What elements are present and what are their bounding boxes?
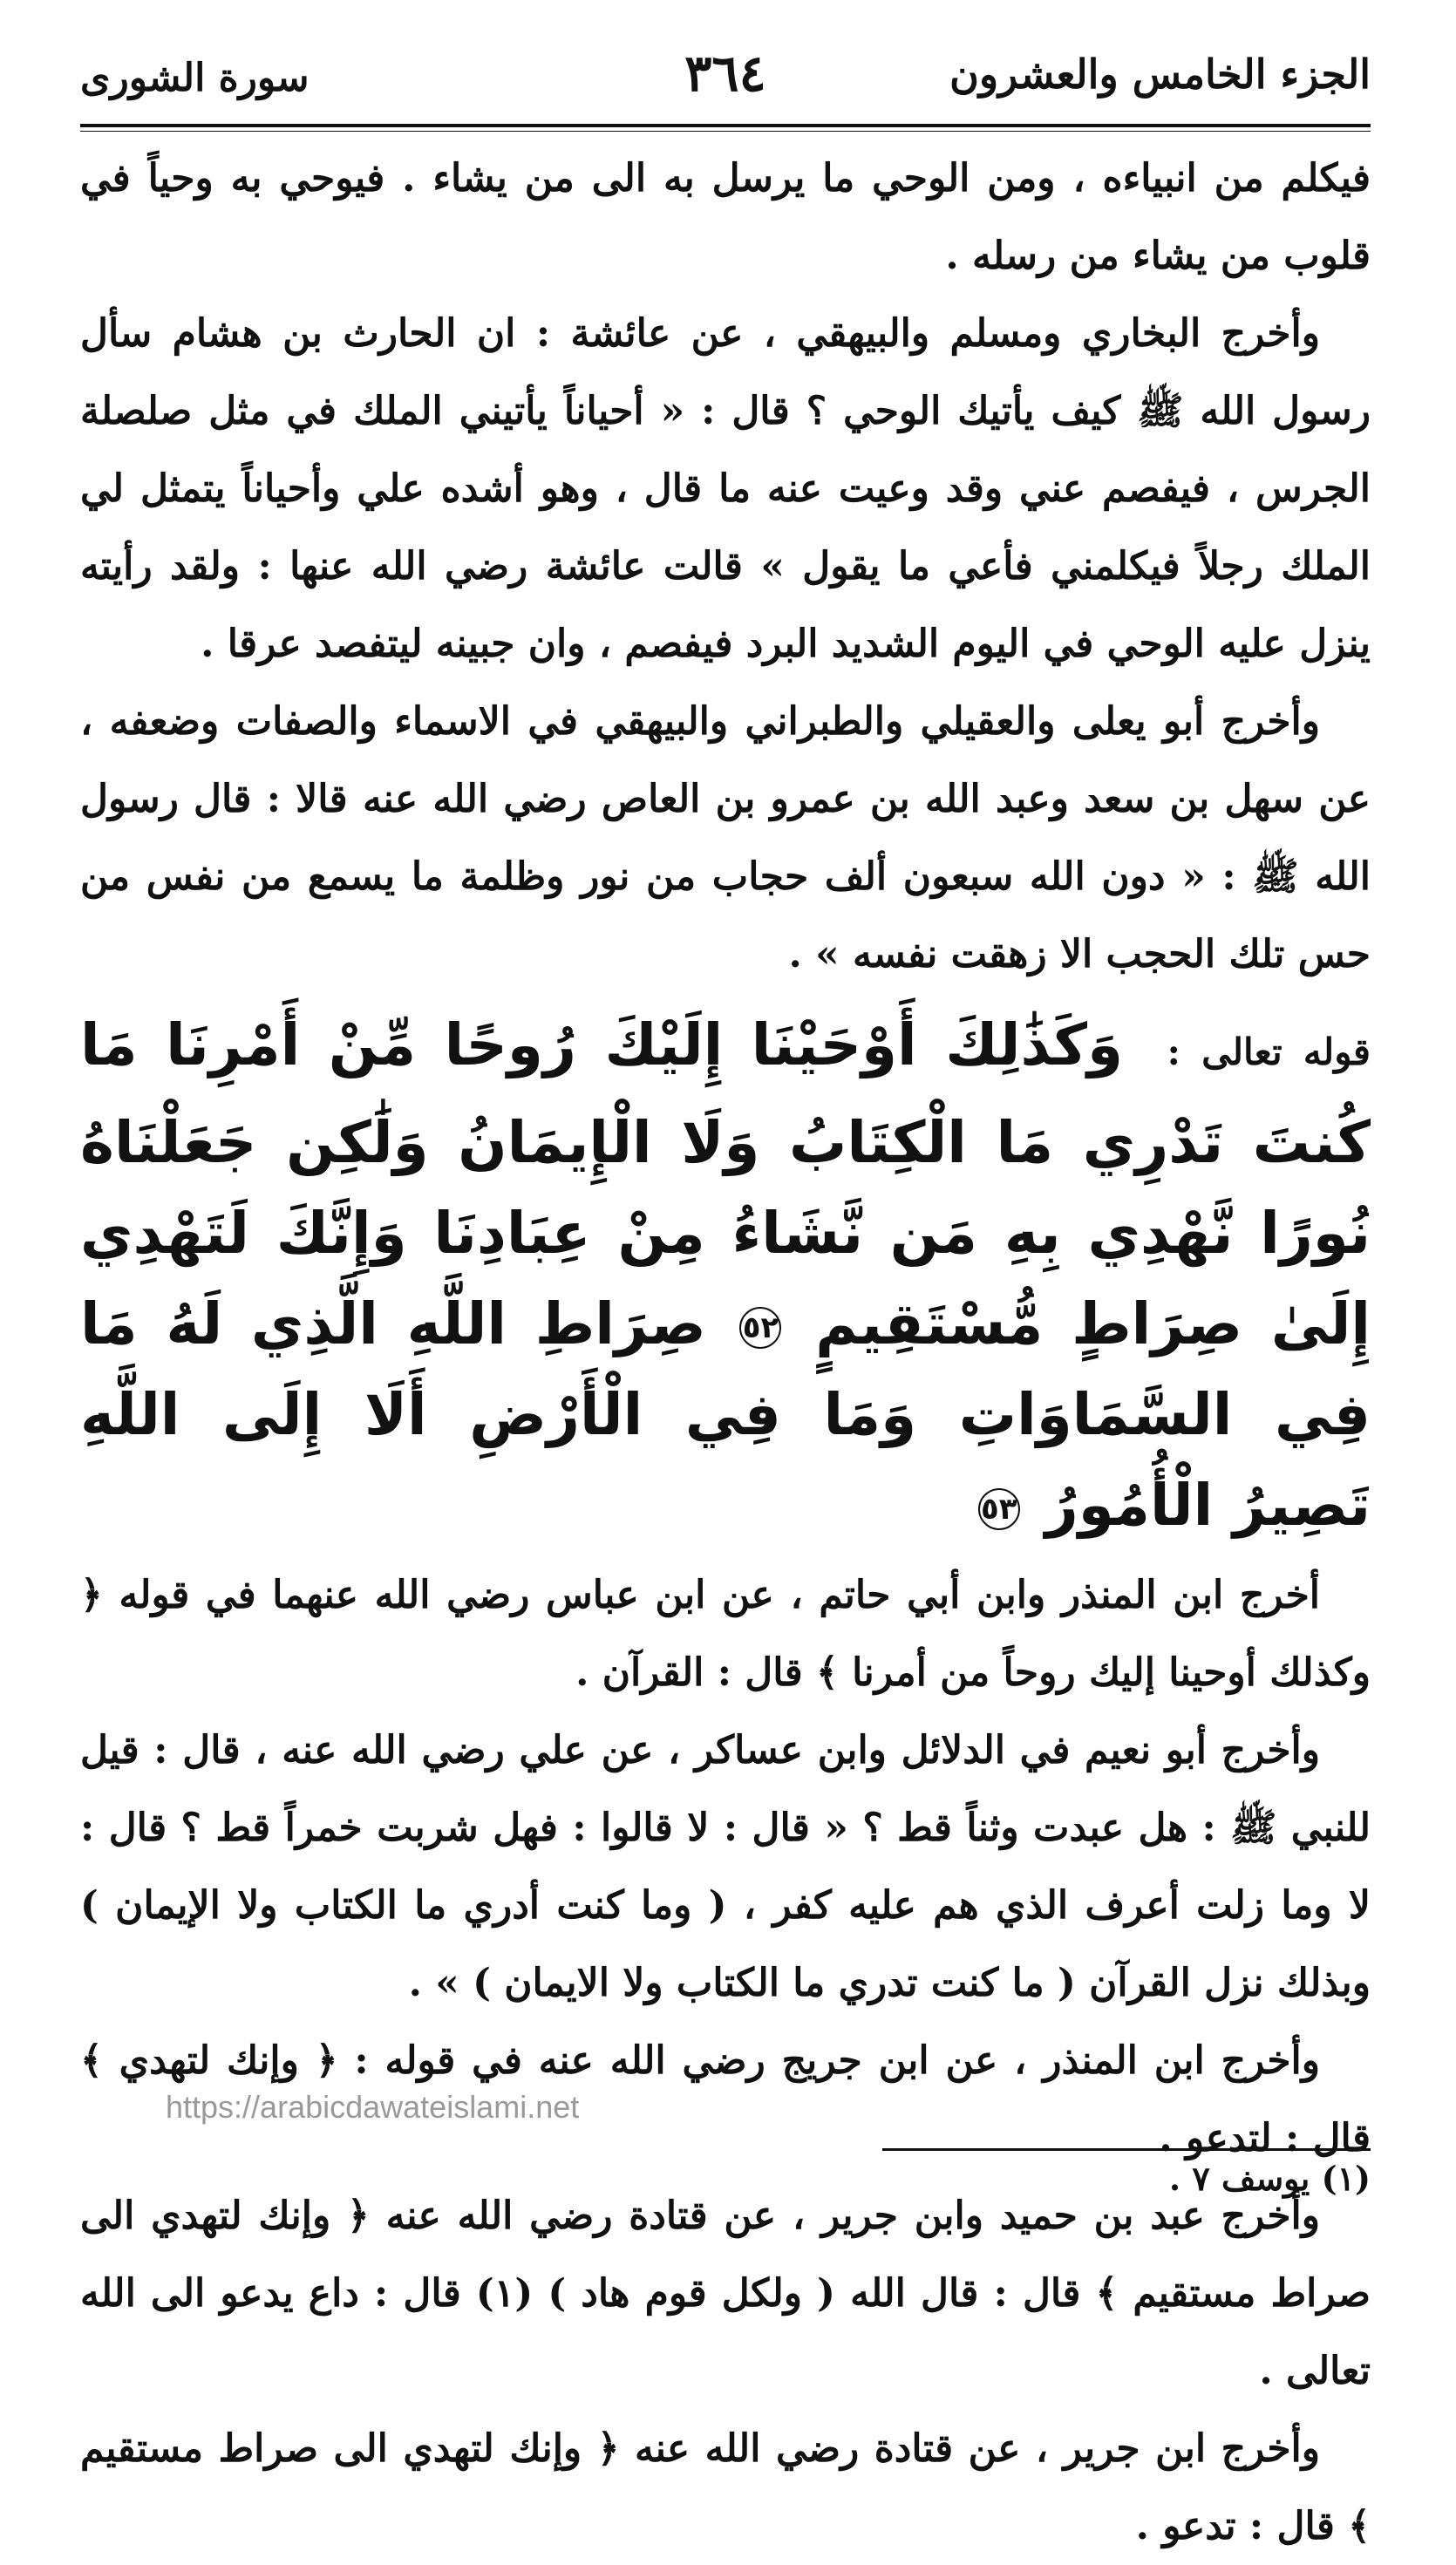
paragraph-continued: فيكلم من انبياءه ، ومن الوحي ما يرسل به الى من يشاء . فيوحي به وحياً في قلوب من يشاء من رسله .	[80, 156, 1371, 278]
part-title: الجزء الخامس والعشرون	[949, 51, 1371, 98]
header-divider-inner	[80, 131, 1371, 132]
page-header	[80, 35, 1371, 139]
paragraph-ibn-jurayj: وأخرج ابن المنذر ، عن ابن جريج رضي الله عنه في قوله : ﴿ وإنك لتهدي ﴾ قال : لتدعو .	[80, 2038, 1371, 2160]
paragraph-hadith-bukhari: وأخرج البخاري ومسلم والبيهقي ، عن عائشة : ان الحارث بن هشام سأل رسول الله ﷺ كيف يأتيك الوحي ؟ قال : « أحياناً يأتيني الملك في مثل صلصلة الجرس ، فيفصم عني وقد وعيت عنه ما قال ، وهو أشده علي وأحياناً يتمثل لي الملك رجلاً فيكلمني فأعي ما يقول » قالت عائشة رضي الله عنها : ولقد رأيته ينزل عليه الوحي في اليوم الشديد البرد فيفصم ، وان جبينه ليتفصد عرقا .	[80, 311, 1371, 666]
paragraph-hadith-abu-yala: وأخرج أبو يعلى والعقيلي والطبراني والبيهقي في الاسماء والصفات وضعفه ، عن سهل بن سعد وعبد الله بن عمرو بن العاص رضي الله عنه قالا : قال رسول الله ﷺ : « دون الله سبعون ألف حجاب من نور وظلمة ما يسمع من نفس من حس تلك الحجب الا زهقت نفسه » .	[80, 699, 1371, 976]
ayah-number-52: ٥٢	[739, 1307, 781, 1349]
header-divider	[80, 124, 1371, 127]
verse-text-52: وَكَذَٰلِكَ أَوْحَيْنَا إِلَيْكَ رُوحًا مِّنْ أَمْرِنَا مَا كُنتَ تَدْرِي مَا الْكِتَابُ وَلَا الْإِيمَانُ وَلَٰكِن جَعَلْنَاهُ نُورًا نَّهْدِي بِهِ مَن نَّشَاءُ مِنْ عِبَادِنَا وَإِنَّكَ لَتَهْدِي إِلَىٰ صِرَاطٍ مُّسْتَقِيمٍ	[80, 1011, 1371, 1357]
surah-name: سورة الشورى	[80, 56, 310, 100]
verse-intro: قوله تعالى :	[1167, 1031, 1371, 1073]
footnote-divider	[882, 2148, 1371, 2151]
footnote: (١) يوسف ٧ .	[1168, 2159, 1371, 2198]
quran-verse-block	[80, 1000, 1371, 1551]
paragraph-abd-ibn-humayd: وأخرج عبد بن حميد وابن جرير ، عن قتادة رضي الله عنه ﴿ وإنك لتهدي الى صراط مستقيم ﴾ قال : قال الله ( ولكل قوم هاد ) (١) قال : داع يدعو الى الله تعالى .	[80, 2194, 1371, 2393]
verse-text-53: صِرَاطِ اللَّهِ الَّذِي لَهُ مَا فِي السَّمَاوَاتِ وَمَا فِي الْأَرْضِ أَلَا إِلَى اللَّهِ تَصِيرُ الْأُمُورُ	[80, 1290, 1371, 1539]
paragraph-ibn-mundhir: أخرج ابن المنذر وابن أبي حاتم ، عن ابن عباس رضي الله عنهما في قوله ﴿ وكذلك أوحينا إليك روحاً من أمرنا ﴾ قال : القرآن .	[80, 1573, 1371, 1695]
ayah-number-53: ٥٣	[978, 1488, 1020, 1530]
paragraph-abu-nuaym: وأخرج أبو نعيم في الدلائل وابن عساكر ، عن علي رضي الله عنه ، قال : قيل للنبي ﷺ : هل عبدت وثناً قط ؟ « قال : لا قالوا : فهل شربت خمراً قط ؟ قال : لا وما زلت أعرف الذي هم عليه كفر ، ( وما كنت أدري ما الكتاب ولا الإيمان ) وبذلك نزل القرآن ( ما كنت تدري ما الكتاب ولا الايمان ) » .	[80, 1728, 1371, 2005]
watermark-url: https://arabicdawateislami.net	[166, 2089, 580, 2125]
main-text	[80, 139, 1371, 2565]
page-number: ٣٦٤	[684, 44, 766, 103]
paragraph-ibn-jarir: وأخرج ابن جرير ، عن قتادة رضي الله عنه ﴿ وإنك لتهدي الى صراط مستقيم ﴾ قال : تدعو .	[80, 2426, 1371, 2548]
